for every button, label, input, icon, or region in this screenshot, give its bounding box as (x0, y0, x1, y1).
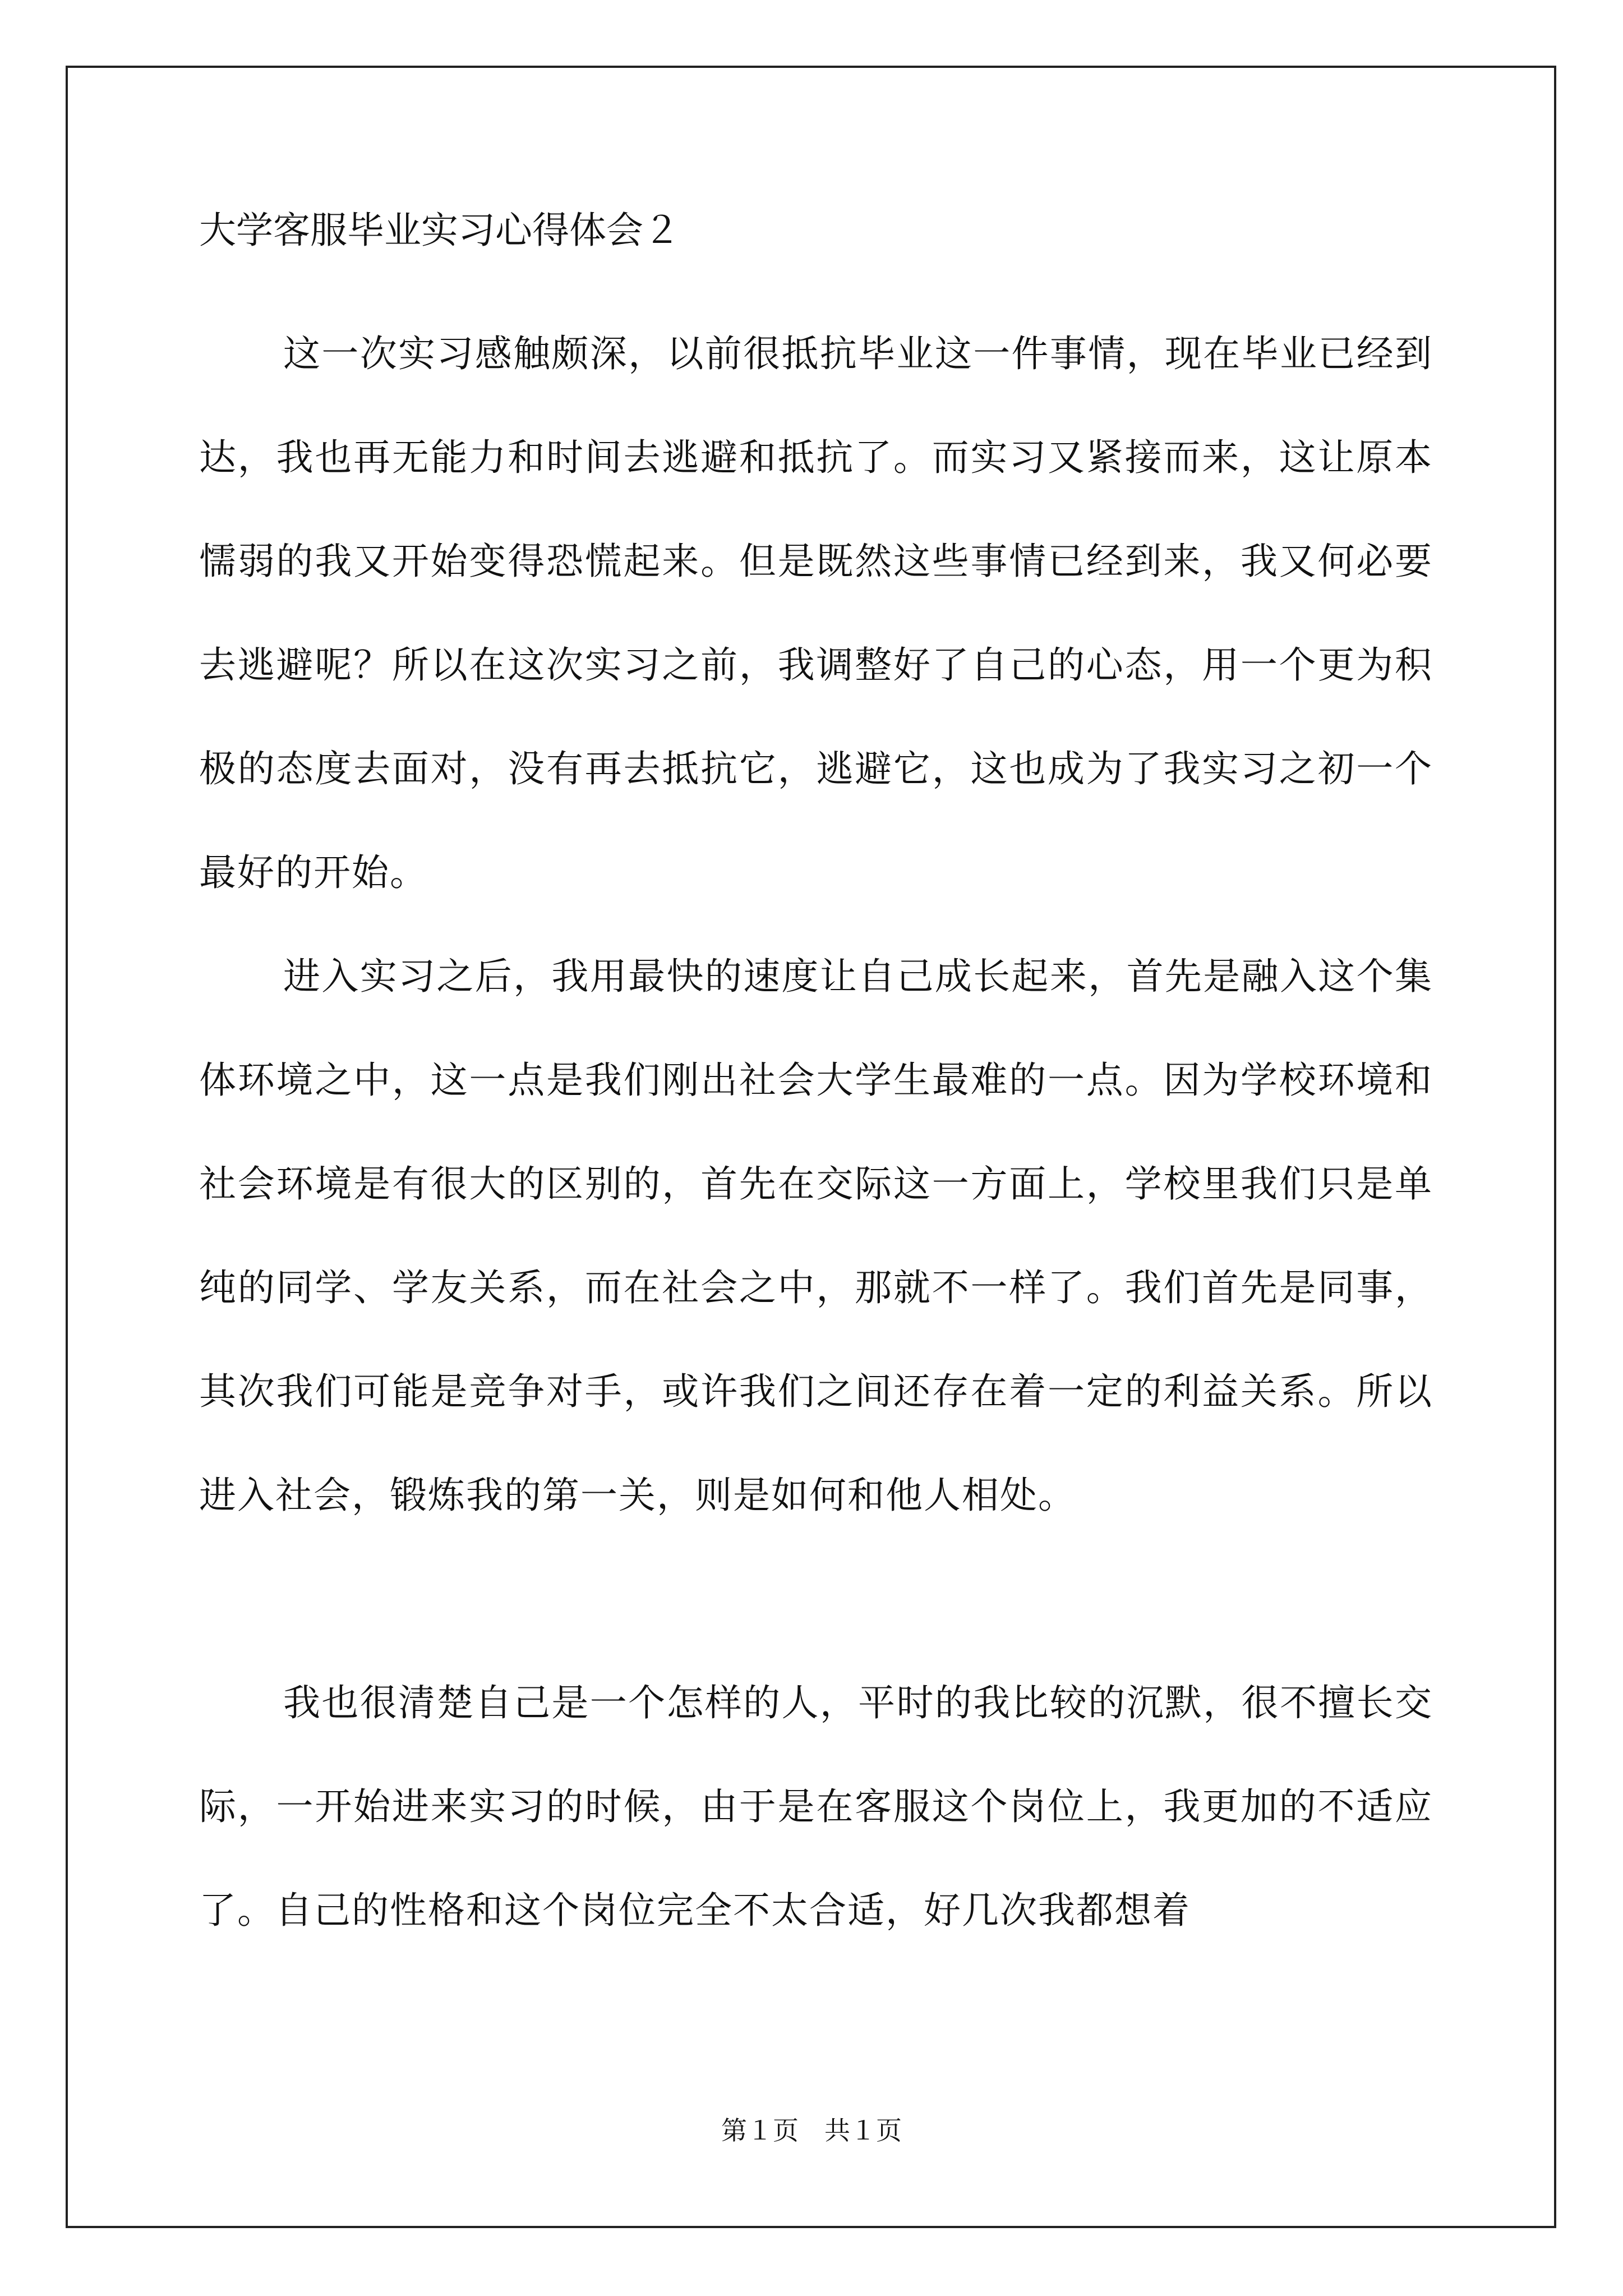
page-footer: 第１页 共１页 (721, 2115, 902, 2146)
document-title: 大学客服毕业实习心得体会２ (199, 209, 680, 252)
paragraph-1: 这一次实习感触颇深，以前很抵抗毕业这一件事情，现在毕业已经到达，我也再无能力和时间去逃避和抵抗了。而实习又紧接而来，这让原本懦弱的我又开始变得恐慌起来。但是既然这些事情已经到来，我又何必要去逃避呢？所以在这次实习之前，我调整好了自己的心态，用一个更为积极的态度去面对，没有再去抵抗它，逃避它，这也成为了我实习之初一个最好的开始。 (199, 332, 1433, 894)
paragraph-2: 进入实习之后，我用最快的速度让自己成长起来，首先是融入这个集体环境之中，这一点是我们刚出社会大学生最难的一点。因为学校环境和社会环境是有很大的区别的，首先在交际这一方面上，学校里我们只是单纯的同学、学友关系，而在社会之中，那就不一样了。我们首先是同事，其次我们可能是竞争对手，或许我们之间还存在着一定的利益关系。所以进入社会，锻炼我的第一关，则是如何和他人相处。 (199, 955, 1433, 1517)
paragraph-3: 我也很清楚自己是一个怎样的人，平时的我比较的沉默，很不擅长交际，一开始进来实习的时候，由于是在客服这个岗位上，我更加的不适应了。自己的性格和这个岗位完全不太合适，好几次我都想着 (199, 1681, 1433, 1932)
